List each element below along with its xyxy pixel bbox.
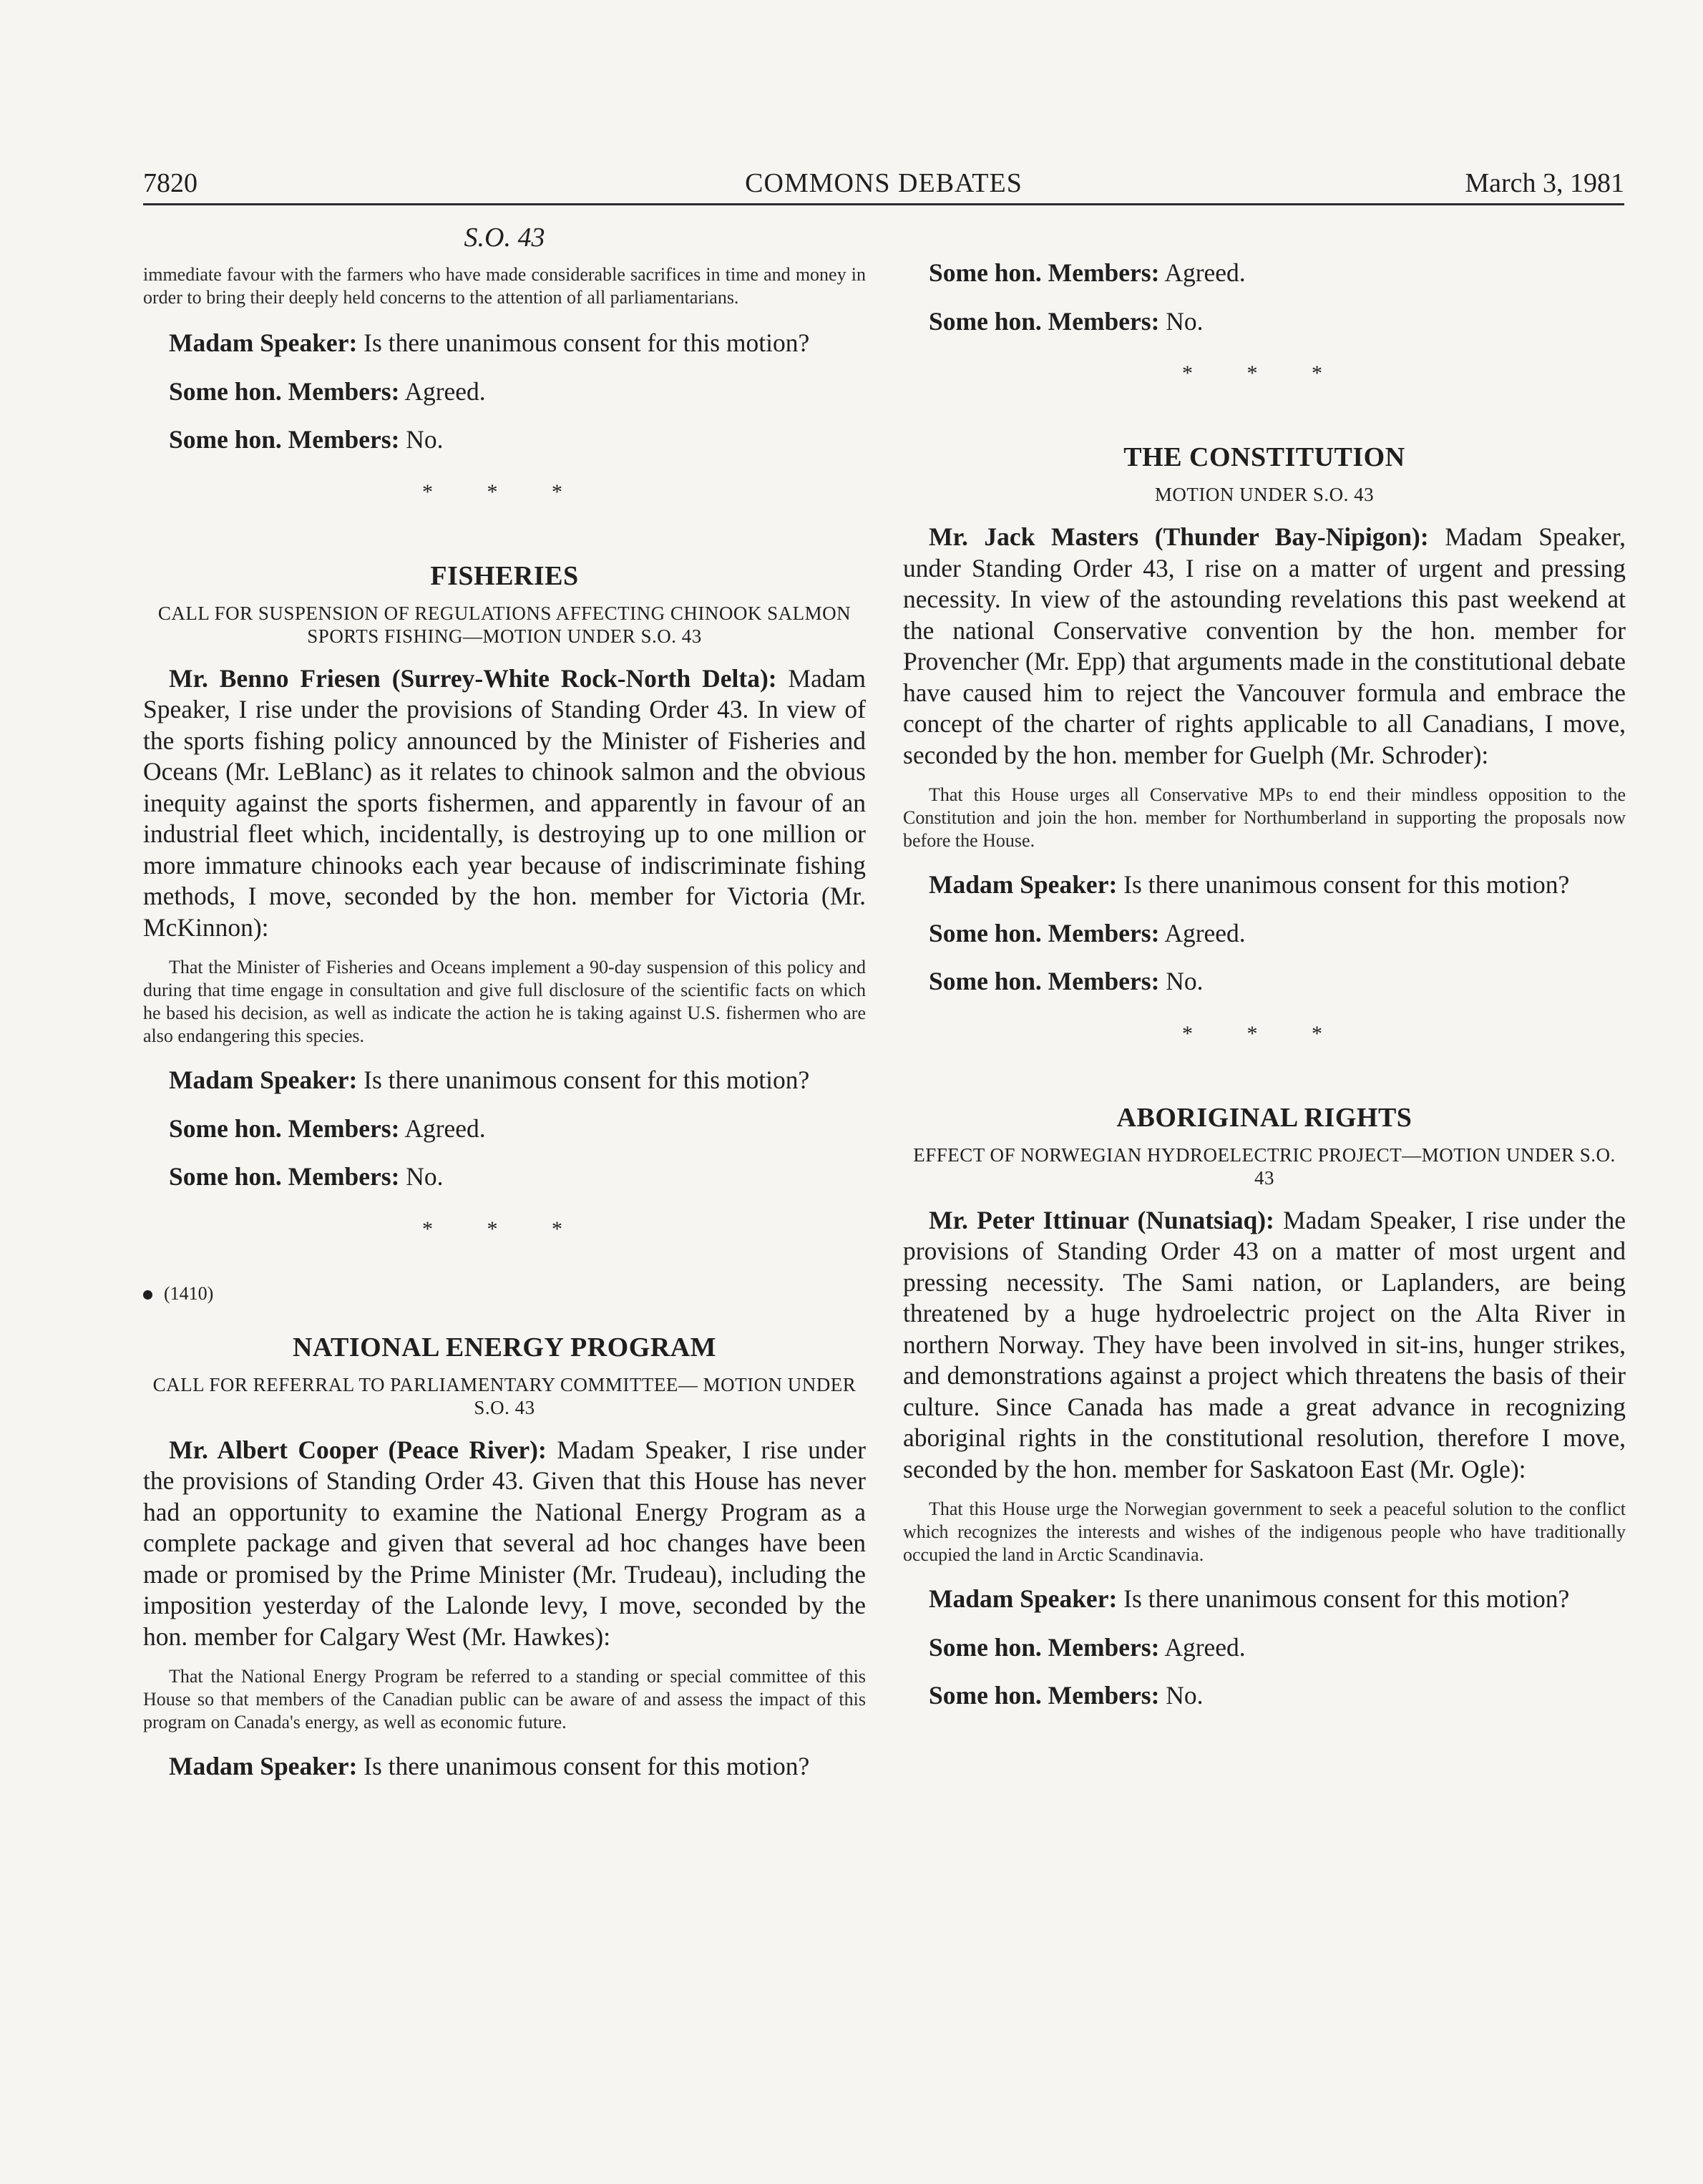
speaker-name: Some hon. Members: xyxy=(929,918,1160,947)
speech-text: Madam Speaker, I rise under the provisions of Standing Order 43. In view of the sports fishing policy announced by the Minister of Fisheries and Oceans (Mr. LeBlanc) as it relates to chinook salmon and the obvious inequity against the sports fishermen, and apparently in favour of an industrial fleet which, incidentally, is destroying up to one million or more immature chinooks each year because of indiscriminate fishing methods, I move, seconded by the hon. member for Victoria (Mr. McKinnon): xyxy=(143,663,866,942)
reply-text: Agreed. xyxy=(1159,918,1246,947)
publication-title: COMMONS DEBATES xyxy=(745,168,1023,198)
speaker-name: Mr. Jack Masters (Thunder Bay-Nipigon): xyxy=(929,522,1429,551)
speech-paragraph xyxy=(143,1065,866,1096)
section-subheading: CALL FOR SUSPENSION OF REGULATIONS AFFECTING CHINOOK SALMON SPORTS FISHING—MOTION UNDER S.O. 43 xyxy=(157,602,852,647)
timestamp-text: (1410) xyxy=(164,1282,214,1304)
section-heading-national-energy-program: NATIONAL ENERGY PROGRAM xyxy=(292,1332,717,1362)
section-separator: * * * xyxy=(1182,1021,1347,1045)
speech-paragraph xyxy=(903,1584,1626,1615)
speaker-name: Mr. Benno Friesen (Surrey-White Rock-North Delta): xyxy=(169,663,777,693)
speaker-name: Madam Speaker: xyxy=(929,870,1118,899)
speech-text: Is there unanimous consent for this motion? xyxy=(1117,1584,1570,1613)
timestamp-marker xyxy=(143,1283,866,1305)
motion-text: That this House urges all Conservative MPs to end their mindless opposition to the Constitution and join the hon. member for Northumberland in supporting the proposals now before the House. xyxy=(903,784,1626,851)
speaker-name: Some hon. Members: xyxy=(169,376,400,406)
page-header xyxy=(143,163,1624,205)
reply-agreed xyxy=(143,376,866,408)
speaker-name: Madam Speaker: xyxy=(929,1584,1118,1613)
speech-text: Is there unanimous consent for this motion? xyxy=(1117,870,1570,899)
speech-text: Is there unanimous consent for this motion? xyxy=(357,1066,810,1094)
speaker-name: Madam Speaker: xyxy=(169,1066,358,1094)
reply-text: Agreed. xyxy=(1159,258,1246,287)
page-date: March 3, 1981 xyxy=(1465,168,1624,198)
speaker-name: Some hon. Members: xyxy=(929,1632,1160,1662)
speech-text: Madam Speaker, I rise under the provisions of Standing Order 43. Given that this House has never had an opportunity to examine the National Energy Program as a complete package and given that several ad hoc changes have been made or promised by the Prime Minister (Mr. Trudeau), including the imposition yesterday of the Lalonde levy, I move, seconded by the hon. member for Calgary West (Mr. Hawkes): xyxy=(143,1435,867,1651)
reply-no xyxy=(903,1680,1626,1712)
reply-text: No. xyxy=(1159,1681,1204,1710)
section-separator: * * * xyxy=(422,1217,587,1241)
speaker-name: Madam Speaker: xyxy=(169,328,358,357)
section-separator: * * * xyxy=(1182,361,1347,385)
speech-paragraph xyxy=(903,522,1626,771)
right-column xyxy=(903,222,1626,1712)
speech-text: Is there unanimous consent for this motion? xyxy=(357,328,810,357)
reply-agreed xyxy=(903,918,1626,950)
section-subheading: CALL FOR REFERRAL TO PARLIAMENTARY COMMITTEE— MOTION UNDER S.O. 43 xyxy=(152,1373,857,1418)
section-separator: * * * xyxy=(422,479,587,504)
reply-text: No. xyxy=(399,425,444,454)
reply-text: Agreed. xyxy=(399,376,486,406)
reply-agreed xyxy=(903,1632,1626,1664)
section-heading-aboriginal-rights: ABORIGINAL RIGHTS xyxy=(1116,1102,1412,1133)
reply-text: No. xyxy=(399,1162,444,1191)
section-heading-fisheries: FISHERIES xyxy=(430,560,579,591)
bullet-icon xyxy=(143,1290,152,1300)
reply-agreed xyxy=(903,258,1626,289)
left-column xyxy=(143,222,866,1783)
speech-paragraph xyxy=(143,1435,866,1653)
motion-text: That this House urge the Norwegian government to seek a peaceful solution to the conflict which recognizes the interests and wishes of the indigenous people who have traditionally occupied the land in Arctic Scandinavia. xyxy=(903,1498,1626,1565)
reply-no xyxy=(143,1161,866,1193)
reply-text: No. xyxy=(1159,967,1204,995)
speech-paragraph xyxy=(143,663,866,944)
speaker-name: Madam Speaker: xyxy=(169,1752,358,1780)
speaker-name: Some hon. Members: xyxy=(169,1162,400,1191)
speaker-name: Some hon. Members: xyxy=(929,1681,1160,1710)
motion-text: That the National Energy Program be referred to a standing or special committee of this House so that members of the Canadian public can be aware of and assess the impact of this program on Canada's energy, as well as economic future. xyxy=(143,1666,866,1732)
motion-text: immediate favour with the farmers who have made considerable sacrifices in time and money in order to bring their deeply held concerns to the attention of all parliamentarians. xyxy=(143,264,866,308)
reply-no xyxy=(143,424,866,456)
speaker-name: Mr. Albert Cooper (Peace River): xyxy=(169,1435,547,1464)
speech-text: Madam Speaker, under Standing Order 43, I rise on a matter of urgent and pressing necessity. In view of the astounding revelations this past weekend at the national Conservative convention by the hon. member for Provencher (Mr. Epp) that arguments made in the constitutional debate have caused him to reject the Vancouver formula and embrace the concept of the charter of rights applicable to all Canadians, I move, seconded by the hon. member for Guelph (Mr. Schroder): xyxy=(903,522,1626,769)
reply-text: Agreed. xyxy=(399,1113,486,1143)
page-number: 7820 xyxy=(143,168,197,198)
speech-text: Madam Speaker, I rise under the provisions of Standing Order 43 on a matter of most urgent and pressing necessity. The Sami nation, or Laplanders, are being threatened by a huge hydroelectric project on the Alta River in northern Norway. They have been involved in sit-ins, hunger strikes, and demonstrations against a project which threatens the basis of their culture. Since Canada has made a great advance in recognizing aboriginal rights in the constitutional resolution, therefore I move, seconded by the hon. member for Saskatoon East (Mr. Ogle): xyxy=(903,1205,1626,1483)
speaker-name: Some hon. Members: xyxy=(169,425,400,454)
reply-agreed xyxy=(143,1113,866,1145)
reply-text: Agreed. xyxy=(1159,1632,1246,1662)
reply-text: No. xyxy=(1159,306,1204,336)
speaker-name: Some hon. Members: xyxy=(169,1113,400,1143)
reply-no xyxy=(903,306,1626,338)
section-subheading: EFFECT OF NORWEGIAN HYDROELECTRIC PROJECT—MOTION UNDER S.O. 43 xyxy=(913,1144,1616,1189)
section-heading-constitution: THE CONSTITUTION xyxy=(1123,442,1405,472)
speech-text: Is there unanimous consent for this motion? xyxy=(357,1752,810,1780)
speech-paragraph xyxy=(903,869,1626,901)
speech-paragraph xyxy=(143,328,866,359)
speaker-name: Some hon. Members: xyxy=(929,306,1160,336)
speaker-name: Some hon. Members: xyxy=(929,967,1160,995)
standing-order-label: S.O. 43 xyxy=(464,223,545,253)
reply-no xyxy=(903,966,1626,998)
speech-paragraph xyxy=(903,1205,1626,1486)
motion-text: That the Minister of Fisheries and Oceans implement a 90-day suspension of this policy and during that time engage in consultation and give full disclosure of the scientific facts on which he based his decision, as well as indicate the action he is taking against U.S. fishermen who are also endangering this species. xyxy=(143,957,866,1046)
speech-paragraph xyxy=(143,1751,866,1783)
section-subheading: MOTION UNDER S.O. 43 xyxy=(1154,484,1375,505)
speaker-name: Some hon. Members: xyxy=(929,258,1160,287)
speaker-name: Mr. Peter Ittinuar (Nunatsiaq): xyxy=(929,1205,1274,1234)
